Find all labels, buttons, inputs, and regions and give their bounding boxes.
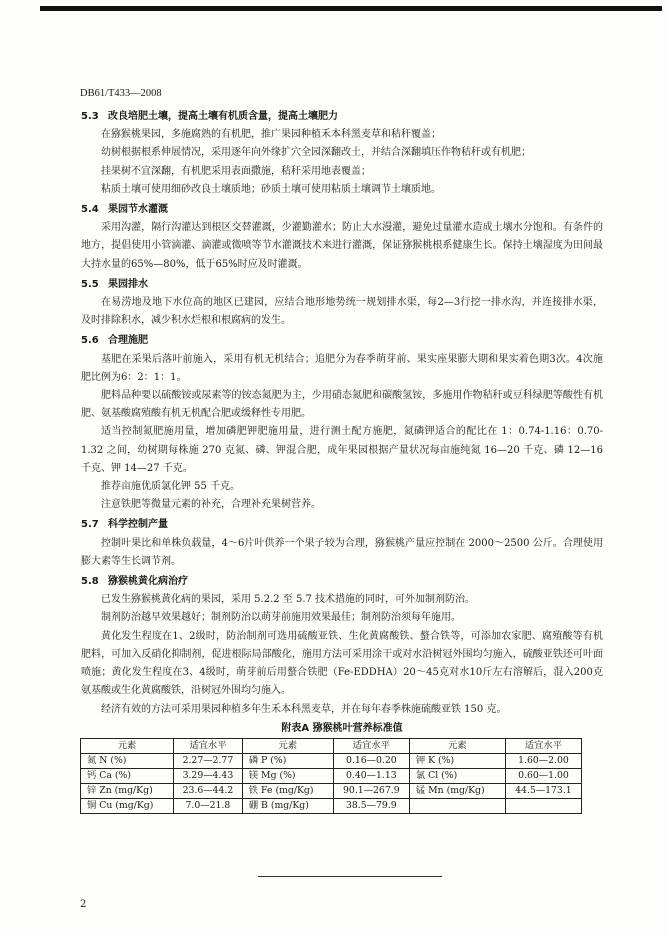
paragraph: 制剂防治越早效果越好；制剂防治以萌芽前施用效果最佳；制剂防治须每年施用。 (101, 612, 461, 624)
table-body (81, 753, 582, 813)
footer-rule (258, 876, 442, 877)
section-heading (81, 573, 603, 591)
level-cell: 90.1—267.9 (333, 783, 409, 798)
column-header-level: 适宜水平 (174, 738, 243, 753)
table-row (81, 798, 582, 813)
paragraph: 在猕猴桃果园，多施腐熟的有机肥，推广果园种植禾本科黑麦草和秸秆覆盖； (101, 129, 441, 141)
paragraph: 注意铁肥等微量元素的补充，合理补充果树营养。 (101, 499, 321, 511)
paragraph: 在易涝地及地下水位高的地区已建园，应结合地形地势统一规划排水渠，每2—3行挖一排水沟，并连接排水渠，及时排除积水，减少积水烂根和根腐病的发生。 (81, 297, 603, 327)
level-cell: 3.29—4.43 (174, 768, 243, 783)
element-cell: 铁 Fe (mg/Kg) (242, 783, 333, 798)
nutrient-standard-table (80, 738, 582, 814)
paragraph: 黄化发生程度在1、2级时，防治制剂可选用硫酸亚铁、生化黄腐酸铁、螯合铁等，可添加农家肥、腐殖酸等有机肥料，可加入反硝化抑制剂，促进根际局部酸化，施用方法可采用涂干或对水沿树冠外围均匀施入，硫酸亚铁还可叶面喷施；黄化发生程度在3、4级时，萌芽前后用螯合铁肥（Fe-EDDHA）20～45克对水10斤左右溶解后，混入200克氨基酸或生化黄腐酸铁，沿树冠外围均匀施入。 (81, 630, 603, 697)
paragraph: 采用沟灌，隔行沟灌达到根区交替灌溉，少灌勤灌水；防止大水漫灌，避免过量灌水造成土壤水分饱和。有条件的地方，提倡使用小管滴灌、滴灌或微喷等节水灌溉技术来进行灌溉，保证猕猴桃根系健康生长。保持土壤湿度为田间最大持水量的65%—80%，低于65%时应及时灌溉。 (81, 222, 603, 270)
paragraph: 推荐亩施优质氯化钾 55 千克。 (101, 481, 241, 493)
header-rule (40, 6, 662, 11)
table-row (81, 753, 582, 768)
column-header-element: 元素 (242, 738, 333, 753)
table-caption: 附表A 猕猴桃叶营养标准值 (281, 722, 403, 734)
paragraph: 已发生猕猴桃黄化病的果园，采用 5.2.2 至 5.7 技术措施的同时，可外加制剂防治。 (101, 594, 476, 606)
paragraph: 挂果树不宜深翻，有机肥采用表面撒施，秸秆采用地表覆盖； (101, 165, 371, 177)
paragraph: 粘质土壤可使用细砂改良土壤质地；砂质土壤可使用粘质土壤调节土壤质地。 (101, 183, 441, 195)
sections (81, 108, 603, 719)
element-cell: 镁 Mg (%) (242, 768, 333, 783)
element-cell: 氯 Cl (%) (409, 768, 505, 783)
section-heading (81, 516, 603, 534)
level-cell: 1.60—2.00 (505, 753, 581, 768)
standard-number: DB61/T433—2008 (80, 88, 162, 99)
level-cell (505, 798, 581, 813)
level-cell: 0.60—1.00 (505, 768, 581, 783)
element-cell: 锰 Mn (mg/Kg) (409, 783, 505, 798)
paragraph: 基肥在采果后落叶前施入，采用有机无机结合；追肥分为春季萌芽前、果实座果膨大期和果实着色期3次。4次施肥比例为6：2：1：1。 (81, 353, 603, 383)
element-cell: 氮 N (%) (81, 753, 174, 768)
element-cell (409, 798, 505, 813)
table-row (81, 783, 582, 798)
section-title: 果园排水 (108, 278, 148, 290)
section-number: 5.5 (81, 278, 99, 290)
section-title: 合理施肥 (108, 335, 148, 347)
level-cell: 2.27—2.77 (174, 753, 243, 768)
document-body (81, 106, 603, 814)
element-cell: 铜 Cu (mg/Kg) (81, 798, 174, 813)
level-cell: 23.6—44.2 (174, 783, 243, 798)
paragraph: 幼树根据根系伸展情况，采用逐年向外缘扩穴全园深翻改土，并结合深翻填压作物秸秆或有机肥； (101, 147, 531, 159)
paragraph: 经济有效的方法可采用果园种植多年生禾本科黑麦草，并在每年春季株施硫酸亚铁 150 克。 (101, 703, 507, 715)
table-row (81, 768, 582, 783)
column-header-element: 元素 (409, 738, 505, 753)
column-header-element: 元素 (81, 738, 174, 753)
section-number: 5.8 (81, 576, 99, 588)
section-title: 科学控制产量 (108, 519, 168, 531)
column-header-level: 适宜水平 (333, 738, 409, 753)
section-heading (81, 276, 603, 294)
section-number: 5.4 (81, 204, 99, 216)
element-cell: 锌 Zn (mg/Kg) (81, 783, 174, 798)
section-heading (81, 332, 603, 350)
section-number: 5.6 (81, 335, 99, 347)
level-cell: 0.16—0.20 (333, 753, 409, 768)
element-cell: 钙 Ca (%) (81, 768, 174, 783)
level-cell: 0.40—1.13 (333, 768, 409, 783)
section-number: 5.7 (81, 519, 99, 531)
section-title: 猕猴桃黄化病治疗 (108, 576, 188, 588)
element-cell: 钾 K (%) (409, 753, 505, 768)
section-heading (81, 201, 603, 219)
paragraph: 肥料品种要以硫酸铵或尿素等的铵态氮肥为主，少用硝态氮肥和碳酸氢铵，多施用作物秸秆或豆科绿肥等酸性有机肥、氨基酸腐殖酸有机无机配合肥或缓释性专用肥。 (81, 390, 603, 420)
page-number: 2 (80, 899, 87, 910)
level-cell: 38.5—79.9 (333, 798, 409, 813)
section-number: 5.3 (81, 111, 99, 122)
table-header-row (81, 738, 582, 753)
level-cell: 44.5—173.1 (505, 783, 581, 798)
element-cell: 磷 P (%) (242, 753, 333, 768)
section-title: 果园节水灌溉 (108, 204, 168, 216)
level-cell: 7.0—21.8 (174, 798, 243, 813)
column-header-level: 适宜水平 (505, 738, 581, 753)
paragraph: 控制叶果比和单株负载量，4～6片叶供养一个果子较为合理，猕猴桃产量应控制在 2000～2500 公斤。合理使用膨大素等生长调节剂。 (81, 537, 603, 567)
section-heading (81, 108, 603, 126)
section-title: 改良培肥土壤，提高土壤有机质含量，提高土壤肥力 (108, 111, 338, 122)
element-cell: 硼 B (mg/Kg) (242, 798, 333, 813)
paragraph: 适当控制氮肥施用量，增加磷肥钾肥施用量，进行测土配方施肥，氮磷钾适合的配比在 1：0.74-1.16：0.70-1.32 之间，幼树期每株施 270 克氮、磷、钾混合肥，成年果园根据产量状况每亩施纯氮 16—20 千克、磷 12—16 千克、钾 14—27 千克。 (81, 426, 603, 474)
